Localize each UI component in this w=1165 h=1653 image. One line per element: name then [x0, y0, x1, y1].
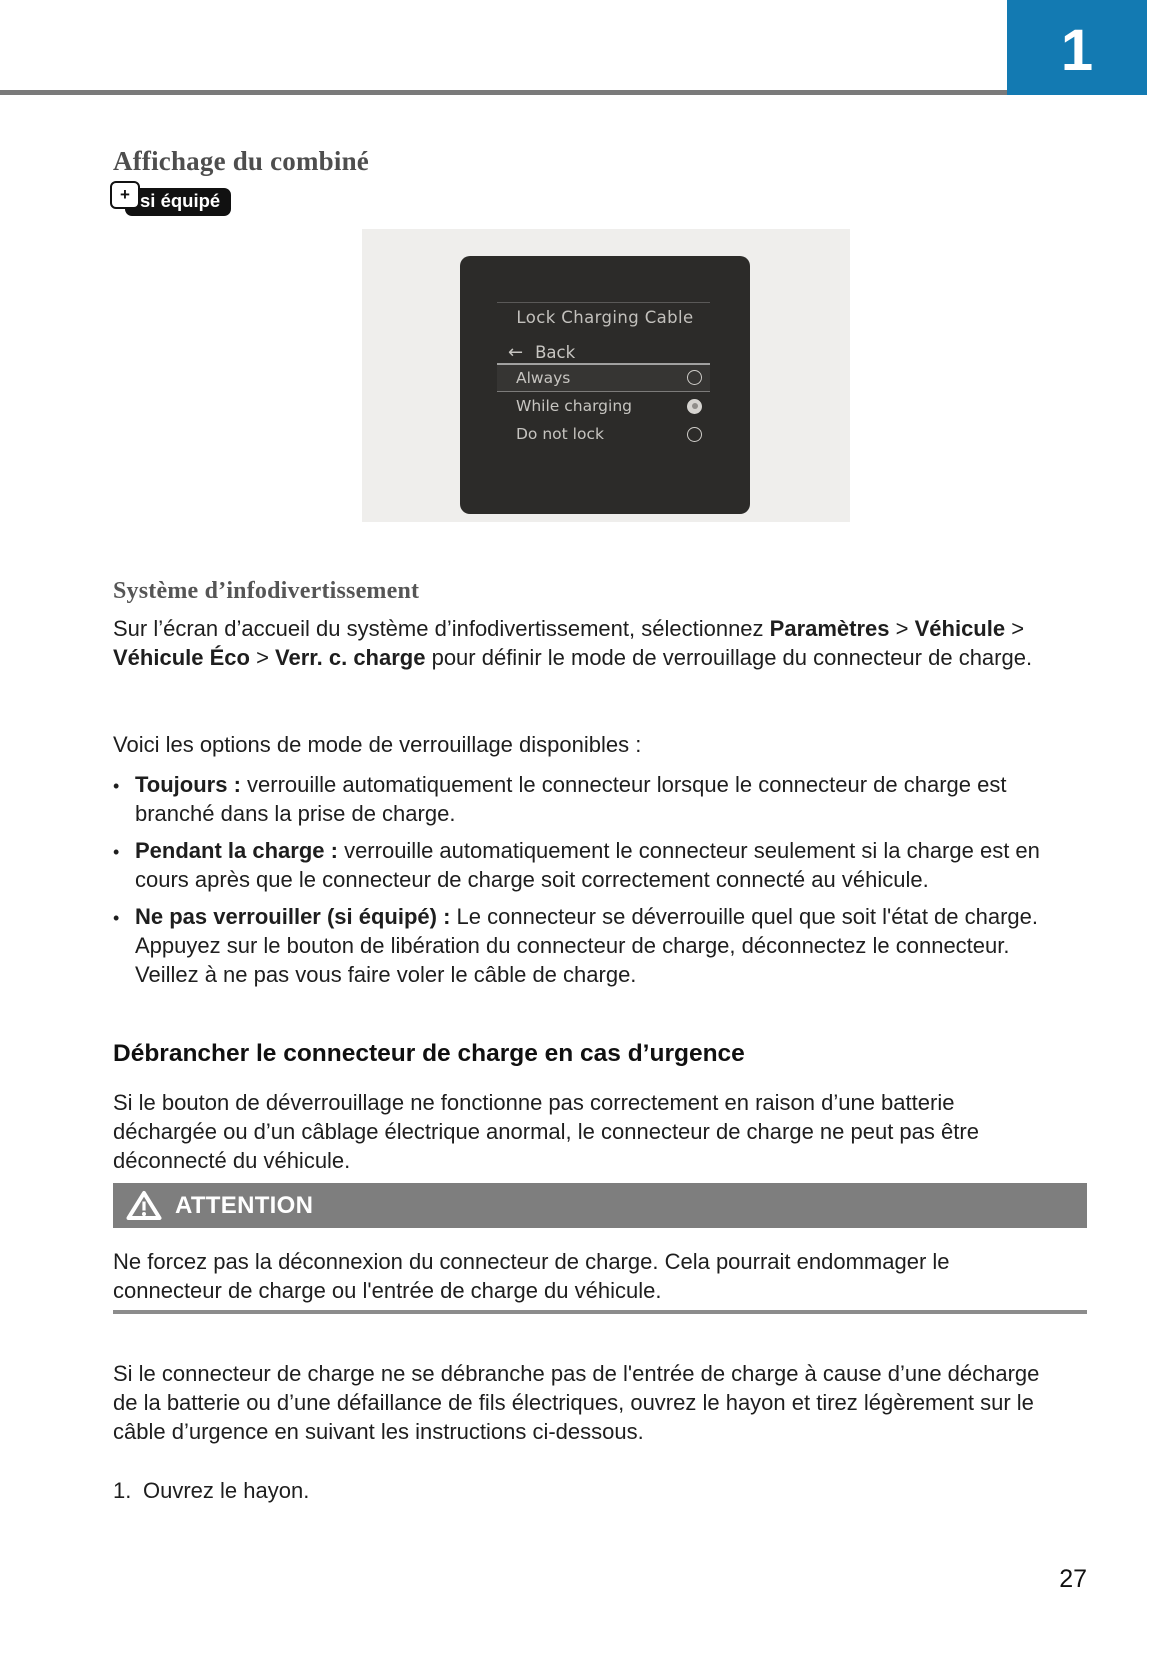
back-button: [508, 342, 575, 363]
bullet-item-toujours: [113, 770, 1058, 828]
plus-icon: +: [110, 181, 140, 209]
attention-body-paragraph: Ne forcez pas la déconnexion du connecteur de charge. Cela pourrait endommager le connecteur de charge ou l'entrée de charge du véhicule.: [113, 1249, 950, 1303]
cluster-figure: [362, 229, 850, 522]
page-number: 27: [1059, 1565, 1087, 1593]
step-item-1: [113, 1476, 1053, 1505]
bullet-item-ne-pas-verrouiller: [113, 902, 1058, 989]
back-label: Back: [535, 343, 576, 362]
emergency-body-paragraph: Si le bouton de déverrouillage ne fonctionne pas correctement en raison d’une batterie déchargée ou d’un câblage électrique anormal, le connecteur de charge ne peut pas être déconnecté du véhicule.: [113, 1090, 979, 1173]
bullet-marker: •: [113, 842, 120, 862]
screen-option-list: [497, 364, 710, 448]
attention-box: [113, 1183, 1087, 1228]
bullet-text: Toujours : verrouille automatiquement le connecteur lorsque le connecteur de charge est branché dans la prise de charge.: [135, 772, 1007, 826]
cluster-screen: [460, 256, 750, 514]
options-intro-paragraph: Voici les options de mode de verrouillage disponibles :: [113, 732, 642, 757]
chapter-tab: [1007, 0, 1147, 95]
screen-title: Lock Charging Cable: [516, 308, 694, 327]
radio-button-do-not-lock: [687, 427, 702, 442]
radio-button-while-charging: [687, 399, 702, 414]
option-row-while-charging: [497, 392, 710, 420]
step-number: 1.: [113, 1478, 132, 1503]
infotainment-section-heading: Système d’infodivertissement: [113, 578, 420, 604]
header-rule: [0, 90, 1007, 95]
emergency-section-heading: Débrancher le connecteur de charge en cas d’urgence: [113, 1040, 745, 1067]
infotainment-path-paragraph: Sur l’écran d’accueil du système d’infodivertissement, sélectionnez Paramètres > Véhicule > Véhicule Éco > Verr. c. charge pour définir le mode de verrouillage du connecteur de charge.: [113, 616, 1033, 670]
option-row-do-not-lock: [497, 420, 710, 448]
emergency-after-note: Si le connecteur de charge ne se débranche pas de l'entrée de charge à cause d’une décharge de la batterie ou d’une défaillance de fils électriques, ouvrez le hayon et tirez légèrement sur le câble d’urgence en suivant les instructions ci-dessous.: [113, 1361, 1040, 1444]
screen-top-divider: [497, 302, 710, 303]
warning-triangle-icon: [126, 1190, 162, 1221]
step-text: Ouvrez le hayon.: [143, 1478, 310, 1503]
equip-badge-label: si équipé: [125, 188, 231, 216]
back-arrow-icon: ←: [508, 342, 524, 363]
bullet-item-pendant-la-charge: [113, 836, 1058, 894]
bullet-text: Pendant la charge : verrouille automatiquement le connecteur seulement si la charge est en cours après que le connecteur de charge soit correctement connecté au véhicule.: [135, 838, 1040, 892]
bullet-marker: •: [113, 908, 120, 928]
option-row-always: [497, 364, 710, 392]
bullet-marker: •: [113, 776, 120, 796]
option-label: While charging: [516, 397, 632, 415]
section-divider: [113, 1310, 1087, 1314]
option-label: Do not lock: [516, 425, 604, 443]
equip-badge: [110, 181, 270, 217]
chapter-number: 1: [1060, 17, 1094, 83]
attention-label: ATTENTION: [175, 1191, 314, 1219]
radio-button-always: [687, 370, 702, 385]
bullet-text: Ne pas verrouiller (si équipé) : Le connecteur se déverrouille quel que soit l'état de charge. Appuyez sur le bouton de libération du connecteur de charge, déconnectez le connecteur. Veillez à ne pas vous faire voler le câble de charge.: [135, 904, 1039, 987]
cluster-section-heading: Affichage du combiné: [113, 146, 369, 176]
lock-mode-bullet-list: [113, 770, 1058, 997]
option-label: Always: [516, 368, 571, 387]
